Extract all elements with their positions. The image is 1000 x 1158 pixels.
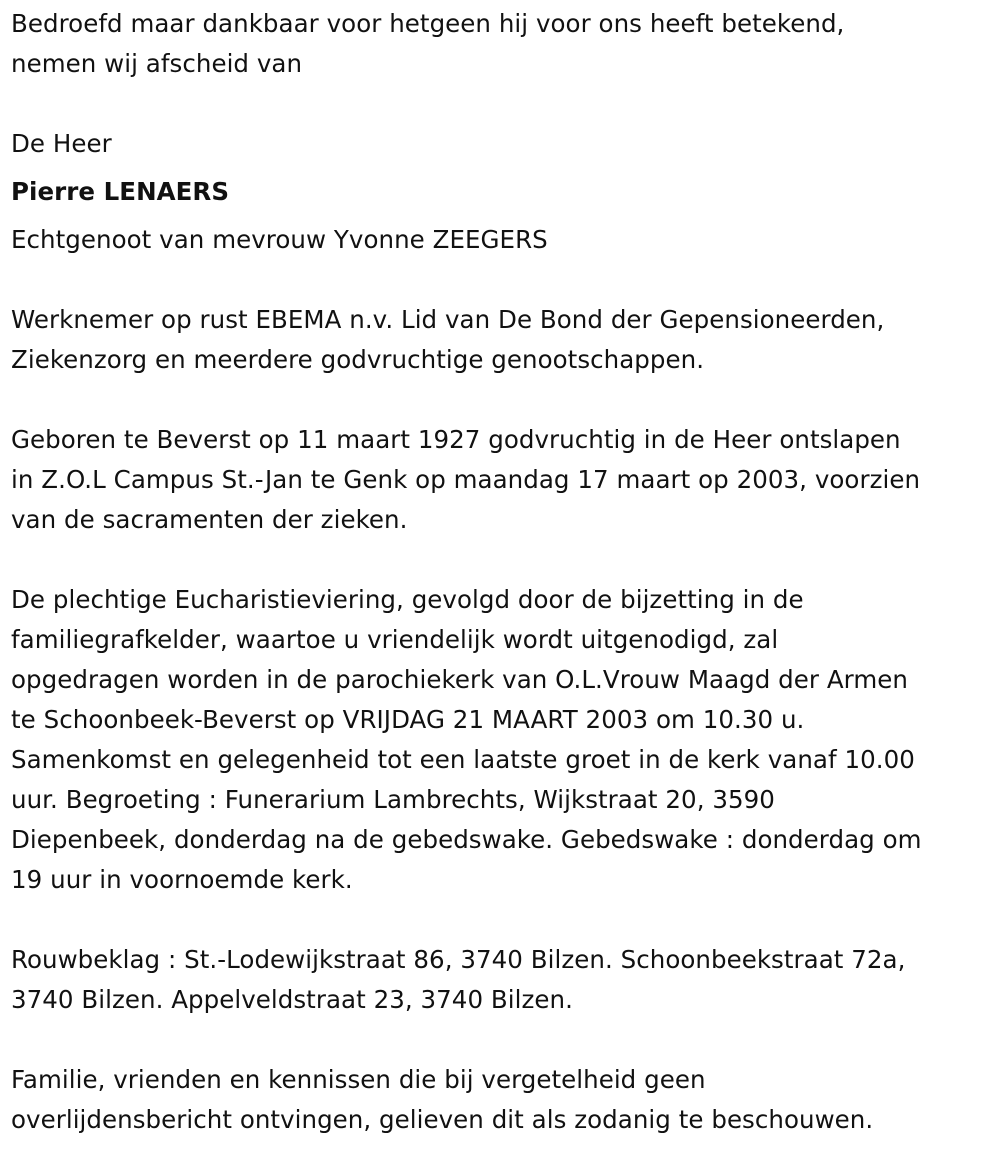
closing-line: overlijdensbericht ontvingen, gelieven dit als zodanig te beschouwen.	[11, 1105, 874, 1134]
closing-paragraph	[11, 1060, 1000, 1140]
spacer	[11, 84, 1000, 124]
ceremony-line: familiegrafkelder, waartoe u vriendelijk wordt uitgenodigd, zal	[11, 625, 779, 654]
spacer	[11, 212, 1000, 220]
birth-death-line: in Z.O.L Campus St.-Jan te Genk op maandag 17 maart op 2003, voorzien	[11, 465, 921, 494]
spouse-line	[11, 220, 1000, 260]
title-text: De Heer	[11, 129, 112, 158]
name-text: Pierre LENAERS	[11, 177, 230, 206]
career-line: Ziekenzorg en meerdere godvruchtige genootschappen.	[11, 345, 705, 374]
birth-death-paragraph	[11, 420, 1000, 540]
career-line: Werknemer op rust EBEMA n.v. Lid van De Bond der Gepensioneerden,	[11, 305, 885, 334]
ceremony-line: opgedragen worden in de parochiekerk van O.L.Vrouw Maagd der Armen	[11, 665, 908, 694]
career-paragraph	[11, 300, 1000, 380]
birth-death-line: van de sacramenten der zieken.	[11, 505, 408, 534]
intro-line: Bedroefd maar dankbaar voor hetgeen hij voor ons heeft betekend,	[11, 9, 845, 38]
closing-line: Familie, vrienden en kennissen die bij vergetelheid geen	[11, 1065, 706, 1094]
intro-line: nemen wij afscheid van	[11, 49, 303, 78]
spacer	[11, 380, 1000, 420]
spacer	[11, 540, 1000, 580]
mourning-paragraph	[11, 940, 1000, 1020]
ceremony-line: Diepenbeek, donderdag na de gebedswake. Gebedswake : donderdag om	[11, 825, 922, 854]
ceremony-line: te Schoonbeek-Beverst op VRIJDAG 21 MAART 2003 om 10.30 u.	[11, 705, 805, 734]
deceased-name	[11, 172, 1000, 212]
ceremony-line: uur. Begroeting : Funerarium Lambrechts, Wijkstraat 20, 3590	[11, 785, 775, 814]
mourning-line: 3740 Bilzen. Appelveldstraat 23, 3740 Bilzen.	[11, 985, 573, 1014]
spouse-text: Echtgenoot van mevrouw Yvonne ZEEGERS	[11, 225, 548, 254]
spacer	[11, 260, 1000, 300]
birth-death-line: Geboren te Beverst op 11 maart 1927 godvruchtig in de Heer ontslapen	[11, 425, 901, 454]
mourning-line: Rouwbeklag : St.-Lodewijkstraat 86, 3740 Bilzen. Schoonbeekstraat 72a,	[11, 945, 906, 974]
spacer	[11, 900, 1000, 940]
ceremony-line: De plechtige Eucharistieviering, gevolgd door de bijzetting in de	[11, 585, 804, 614]
intro-paragraph	[11, 4, 1000, 84]
spacer	[11, 1020, 1000, 1060]
ceremony-line: Samenkomst en gelegenheid tot een laatste groet in de kerk vanaf 10.00	[11, 745, 915, 774]
ceremony-paragraph	[11, 580, 1000, 900]
deceased-title	[11, 124, 1000, 164]
ceremony-line: 19 uur in voornoemde kerk.	[11, 865, 353, 894]
spacer	[11, 164, 1000, 172]
